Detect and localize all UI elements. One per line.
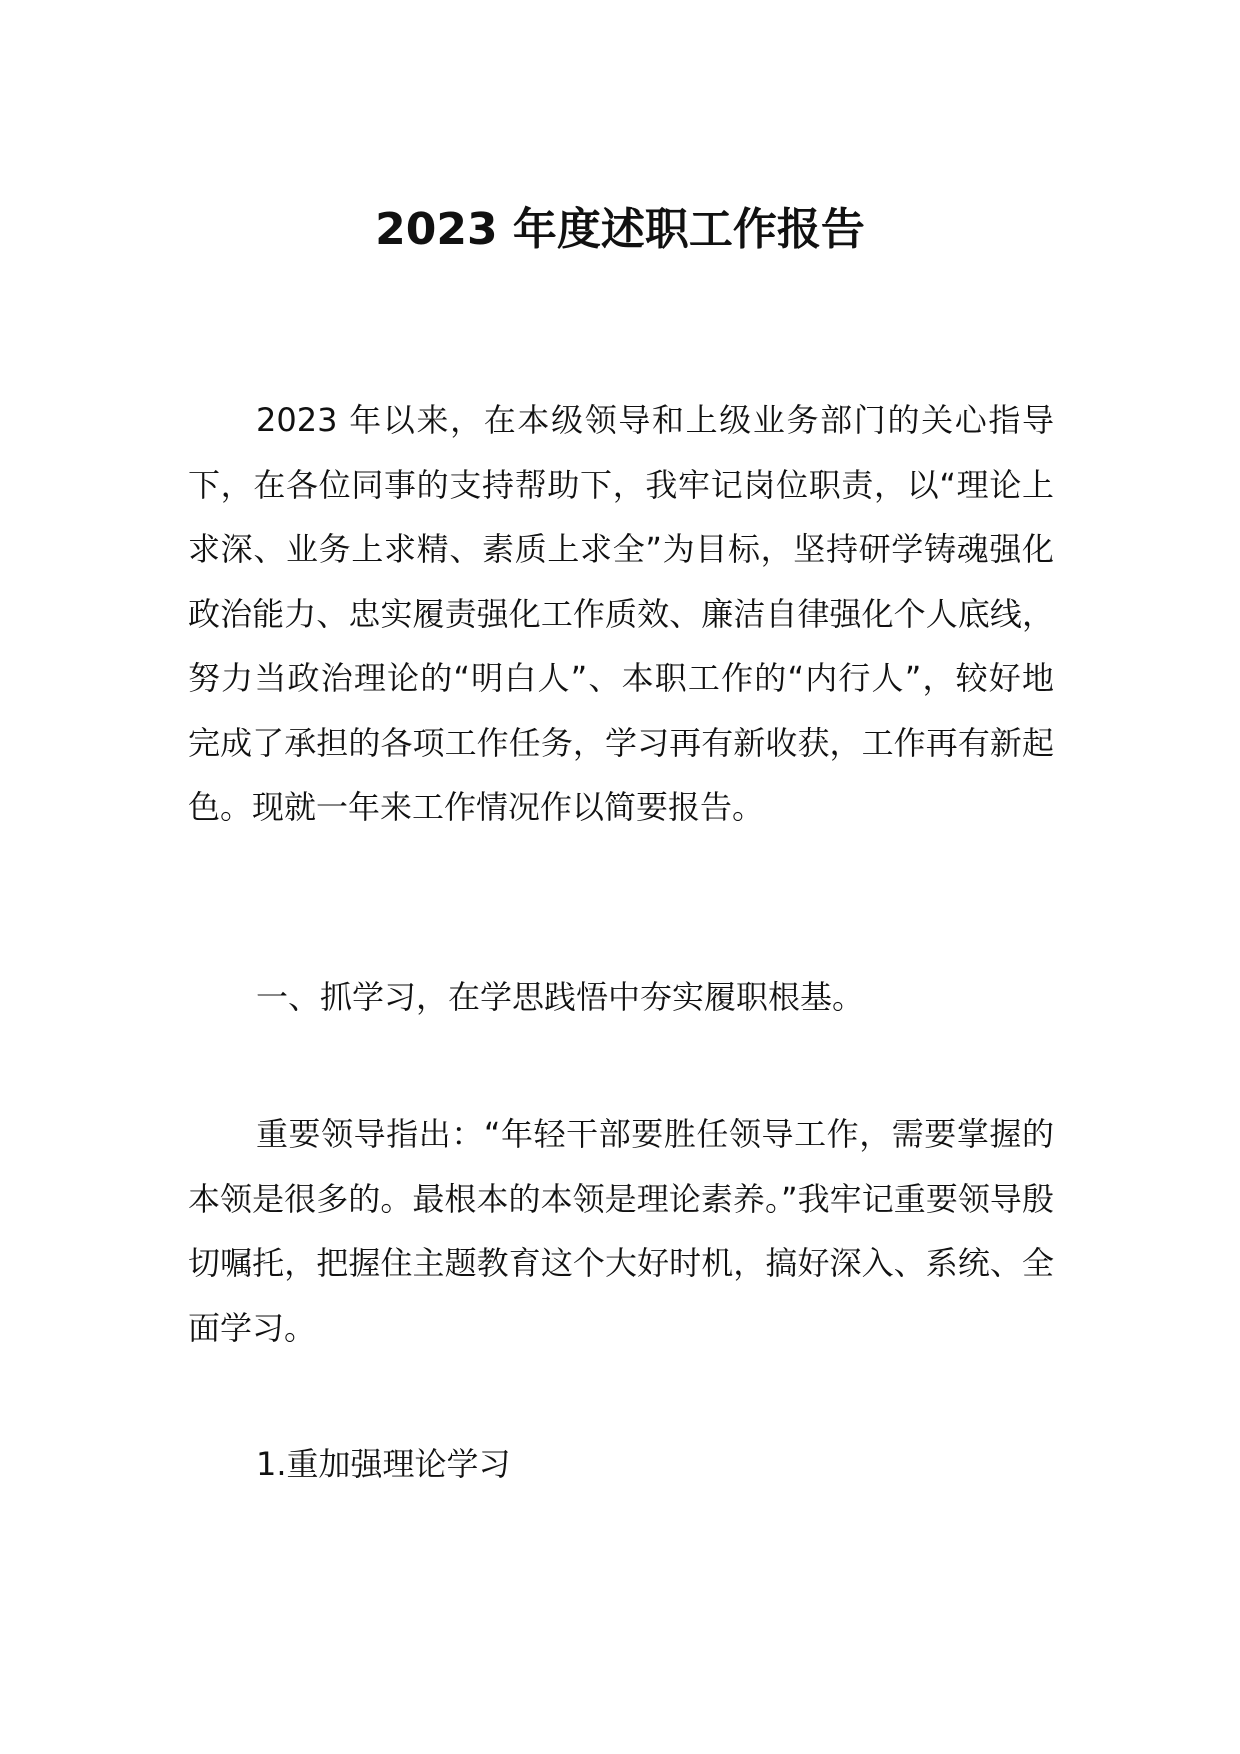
- body-paragraph: 重要领导指出：“年轻干部要胜任领导工作，需要掌握的本领是很多的。最根本的本领是理论素养。”我牢记重要领导殷切嘱托，把握住主题教育这个大好时机，搞好深入、系统、全面学习。: [188, 1115, 1054, 1347]
- subsection-heading: 1.重加强理论学习: [256, 1445, 511, 1483]
- document-title: 2023 年度述职工作报告: [375, 204, 865, 255]
- intro-paragraph: 2023 年以来，在本级领导和上级业务部门的关心指导下，在各位同事的支持帮助下，我牢记岗位职责，以“理论上求深、业务上求精、素质上求全”为目标，坚持研学铸魂强化政治能力、忠实履责强化工作质效、廉洁自律强化个人底线，努力当政治理论的“明白人”、本职工作的“内行人”，较好地完成了承担的各项工作任务，学习再有新收获，工作再有新起色。现就一年来工作情况作以简要报告。: [188, 401, 1054, 826]
- section-heading: 一、抓学习，在学思践悟中夯实履职根基。: [256, 978, 865, 1016]
